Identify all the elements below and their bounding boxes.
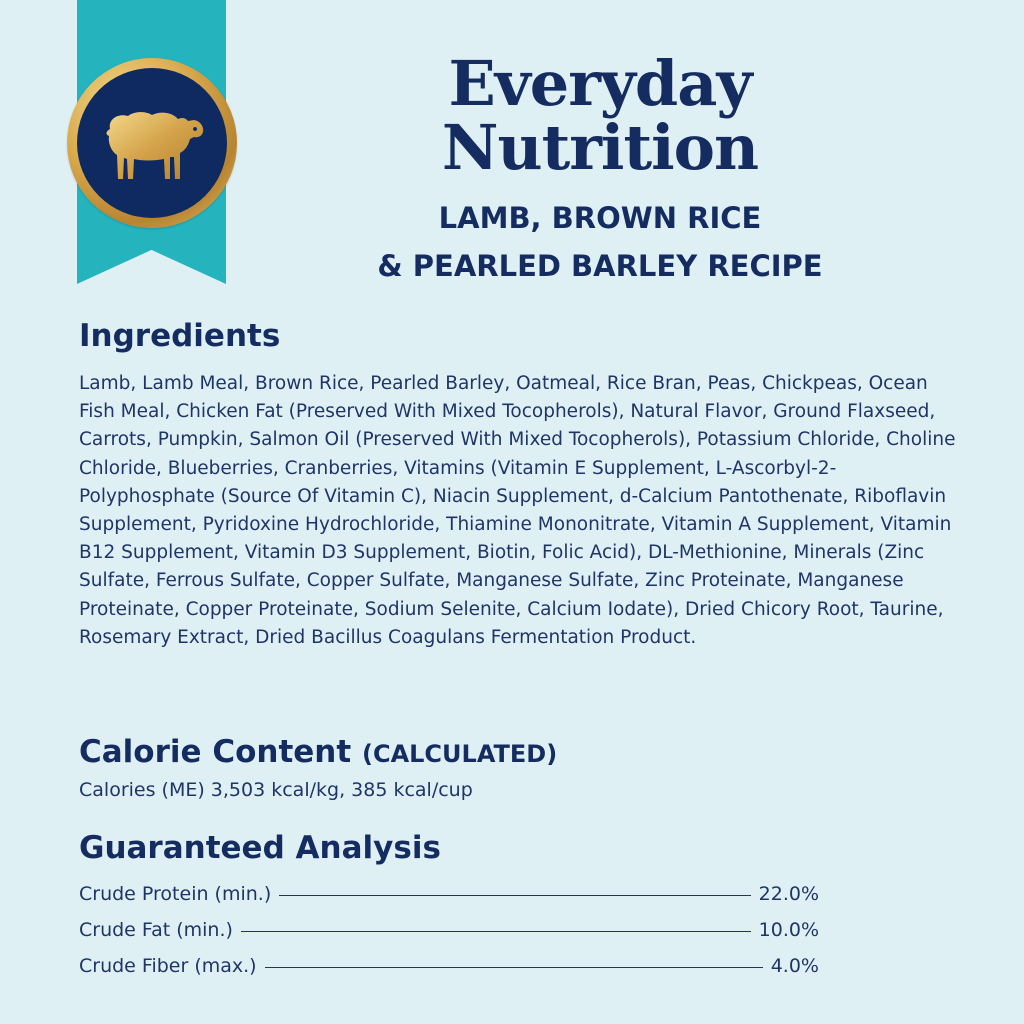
lamb-icon xyxy=(96,103,208,183)
analysis-value: 22.0% xyxy=(758,883,819,905)
recipe-title-line2: & PEARLED BARLEY RECIPE xyxy=(377,249,823,283)
recipe-title xyxy=(300,194,900,290)
analysis-value: 4.0% xyxy=(770,955,819,977)
analysis-heading: Guaranteed Analysis xyxy=(79,830,441,866)
ingredients-heading: Ingredients xyxy=(79,318,281,354)
calorie-heading xyxy=(79,734,557,770)
analysis-value: 10.0% xyxy=(758,919,819,941)
analysis-row xyxy=(79,876,819,912)
analysis-row xyxy=(79,912,819,948)
leader-line xyxy=(279,895,750,896)
analysis-label: Crude Fiber (max.) xyxy=(79,955,257,977)
brand-title-line1: Everyday xyxy=(448,47,752,120)
analysis-label: Crude Protein (min.) xyxy=(79,883,272,905)
lamb-badge xyxy=(67,58,237,228)
leader-line xyxy=(241,931,751,932)
header xyxy=(300,47,900,290)
ingredients-text: Lamb, Lamb Meal, Brown Rice, Pearled Barley, Oatmeal, Rice Bran, Peas, Chickpeas, Ocean Fish Meal, Chicken Fat (Preserved With Mixed Tocopherols), Natural Flavor, Ground Flaxseed, Carrots, Pumpkin, Salmon Oil (Preserved With Mixed Tocopherols), Potassium Chloride, Choline Chloride, Blueberries, Cranberries, Vitamins (Vitamin E Supplement, L-Ascorbyl-2-Polyphosphate (Source Of Vitamin C), Niacin Supplement, d-Calcium Pantothenate, Riboflavin Supplement, Pyridoxine Hydrochloride, Thiamine Mononitrate, Vitamin A Supplement, Vitamin B12 Supplement, Vitamin D3 Supplement, Biotin, Folic Acid), DL-Methionine, Minerals (Zinc Sulfate, Ferrous Sulfate, Copper Sulfate, Manganese Sulfate, Zinc Proteinate, Manganese Proteinate, Copper Proteinate, Sodium Selenite, Calcium Iodate), Dried Chicory Root, Taurine, Rosemary Extract, Dried Bacillus Coagulans Fermentation Product. xyxy=(79,373,956,648)
calorie-subtitle: (CALCULATED) xyxy=(361,740,558,768)
brand-title-line2: Nutrition xyxy=(441,111,759,184)
calorie-title: Calorie Content xyxy=(79,734,352,770)
analysis-label: Crude Fat (min.) xyxy=(79,919,233,941)
analysis-table xyxy=(79,876,819,984)
leader-line xyxy=(265,967,763,968)
analysis-row xyxy=(79,948,819,984)
calorie-text: Calories (ME) 3,503 kcal/kg, 385 kcal/cup xyxy=(79,779,473,801)
recipe-title-line1: LAMB, BROWN RICE xyxy=(438,201,762,235)
